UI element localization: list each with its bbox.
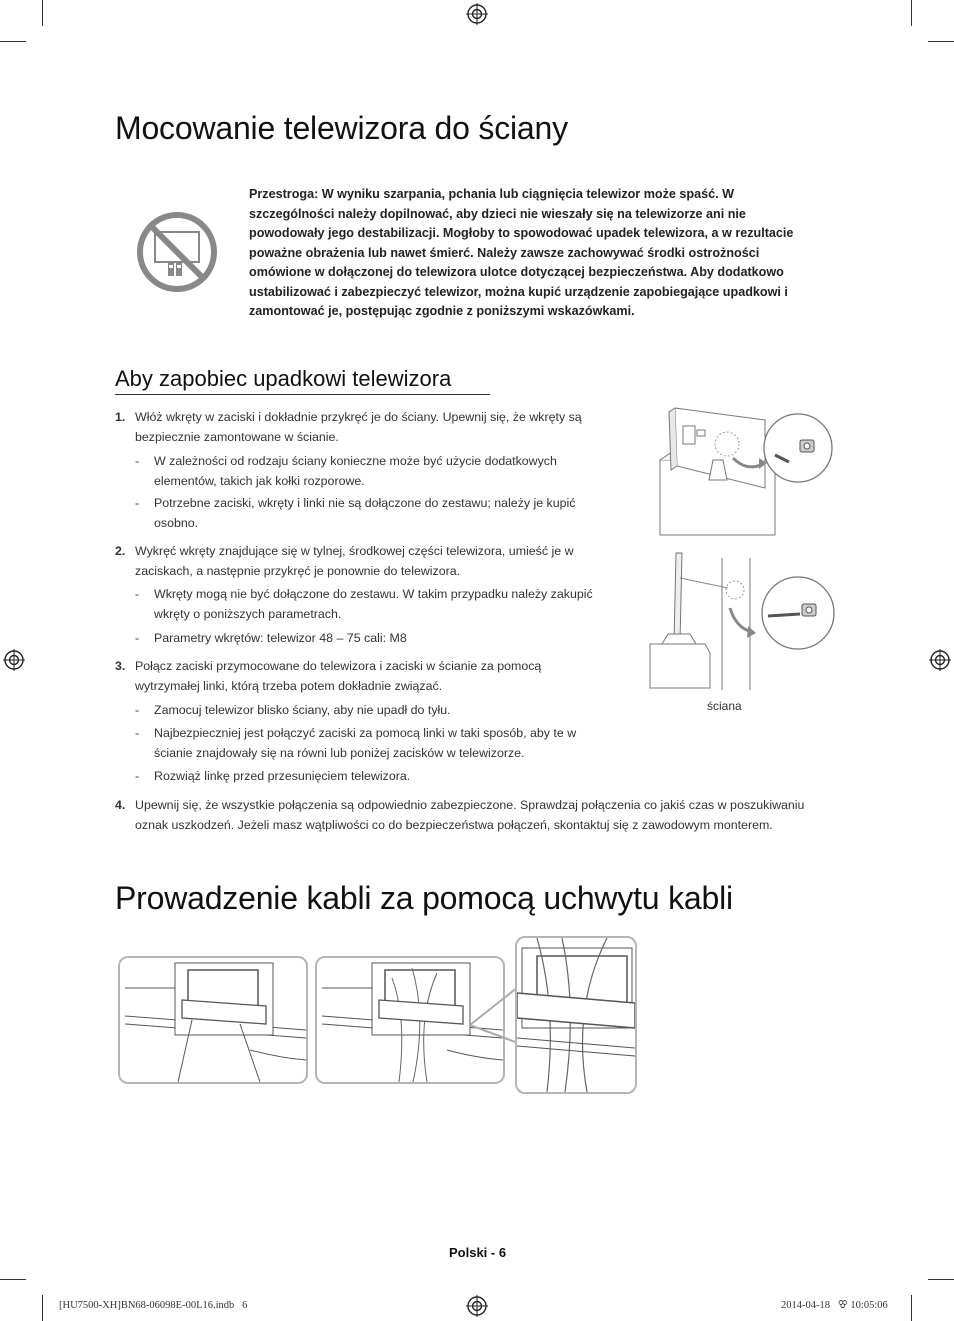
footer-timestamp: 2014-04-18 ꕢ 10:05:06 (781, 1300, 888, 1311)
note-text: Najbezpieczniej jest połączyć zaciski za pomocą linki w taki sposób, aby te w ścianie znajdowały się na równi lub poniżej zacisków w telewizorze. (154, 726, 577, 760)
step-1-note-1: - W zależności od rodzaju ściany konieczne może być użycie dodatkowych elementów, takich jak kołki rozporowe. (135, 451, 615, 491)
step-2 (115, 541, 615, 581)
cable-section-title: Prowadzenie kabli za pomocą uchwytu kabli (115, 880, 733, 916)
note-text: Potrzebne zaciski, wkręty i linki nie są dołączone do zestawu; należy je kupić osobno. (154, 496, 576, 530)
footer-file-info: [HU7500-XH]BN68-06098E-00L16.indb 6 (59, 1300, 248, 1311)
step-text: Włóż wkręty w zaciski i dokładnie przykręć je do ściany. Upewnij się, że wkręty są bezpiecznie zamontowane w ścianie. (135, 410, 582, 444)
step-3-note-2: - Najbezpieczniej jest połączyć zaciski za pomocą linki w taki sposób, aby te w ścianie znajdowały się na równi lub poniżej zacisków w telewizorze. (135, 723, 615, 763)
registration-mark-icon (466, 1295, 488, 1317)
step-1-note-2: - Potrzebne zaciski, wkręty i linki nie są dołączone do zestawu; należy je kupić osobno. (135, 493, 615, 533)
wall-label: ściana (707, 699, 742, 713)
step-4 (115, 795, 835, 835)
step-1 (115, 407, 615, 447)
step-number: 2. (115, 544, 126, 558)
no-hanging-warning-icon (135, 210, 219, 294)
crop-mark (42, 0, 43, 26)
wall-fixing-illustration (640, 548, 840, 690)
step-text: Wykręć wkręty znajdujące się w tylnej, środkowej części telewizora, umieść je w zaciskach, a następnie przykręć je ponownie do telewizora. (135, 544, 574, 578)
note-text: Parametry wkrętów: telewizor 48 – 75 cali: M8 (154, 631, 407, 645)
step-3 (115, 656, 575, 696)
cable-holder-step-1-drawing (120, 958, 306, 1082)
registration-mark-icon (3, 649, 25, 671)
caution-text: Przestroga: W wyniku szarpania, pchania lub ciągnięcia telewizor może spaść. W szczególności należy dopilnować, aby dzieci nie wieszały się na telewizorze ani nie powodowały jego destabilizacji. Mogłoby to spowodować upadek telewizora, a w rezultacie poważne obrażenia lub nawet śmierć. Należy zawsze zachowywać środki ostrożności omówione w dołączonej do telewizora ulotce dotyczącej bezpieczeństwa. Aby dodatkowo ustabilizować i zabezpieczyć telewizor, można kupić urządzenie zapobiegające upadkowi i zamontować je, postępując zgodnie z poniższymi wskazówkami. (249, 187, 794, 318)
step-3-note-3: - Rozwiąż linkę przed przesunięciem telewizora. (135, 766, 615, 786)
registration-mark-icon (466, 3, 488, 25)
crop-mark (0, 41, 26, 42)
crop-mark (911, 1295, 912, 1321)
step-number: 1. (115, 410, 126, 424)
registration-mark-icon (929, 649, 951, 671)
step-3-note-1: - Zamocuj telewizor blisko ściany, aby nie upadł do tyłu. (135, 700, 615, 720)
crop-mark (42, 1295, 43, 1321)
step-number: 4. (115, 798, 126, 812)
cable-holder-panel-zoom (515, 936, 637, 1094)
crop-mark (0, 1279, 26, 1280)
crop-mark (911, 0, 912, 26)
note-text: Zamocuj telewizor blisko ściany, aby nie upadł do tyłu. (154, 703, 451, 717)
zoom-connector-lines (470, 985, 520, 1045)
note-text: Rozwiąż linkę przed przesunięciem telewizora. (154, 769, 411, 783)
note-text: W zależności od rodzaju ściany konieczne może być użycie dodatkowych elementów, takich jak kołki rozporowe. (154, 454, 557, 488)
cable-holder-zoom-drawing (517, 938, 635, 1092)
step-2-note-1: - Wkręty mogą nie być dołączone do zestawu. W takim przypadku należy zakupić wkręty o poniższych parametrach. (135, 584, 625, 624)
crop-mark (928, 41, 954, 42)
page-number: Polski - 6 (449, 1245, 507, 1260)
note-text: Wkręty mogą nie być dołączone do zestawu. W takim przypadku należy zakupić wkręty o poniższych parametrach. (154, 587, 593, 621)
step-number: 3. (115, 659, 126, 673)
cable-holder-panel-1 (118, 956, 308, 1084)
step-text: Połącz zaciski przymocowane do telewizora i zaciski w ścianie za pomocą wytrzymałej linki, którą trzeba potem dokładnie związać. (135, 659, 542, 693)
tv-clamp-illustration (655, 400, 840, 540)
step-2-note-2: - Parametry wkrętów: telewizor 48 – 75 cali: M8 (135, 628, 615, 648)
section-heading-underline (115, 394, 490, 395)
step-text: Upewnij się, że wszystkie połączenia są odpowiednio zabezpieczone. Sprawdzaj połączenia co jakiś czas w poszukiwaniu oznak uszkodzeń. Jeżeli masz wątpliwości co do bezpieczeństwa połączeń, skontaktuj się z zawodowym monterem. (135, 798, 805, 832)
section-heading: Aby zapobiec upadkowi telewizora (115, 366, 452, 391)
page-title: Mocowanie telewizora do ściany (115, 110, 568, 146)
crop-mark (928, 1279, 954, 1280)
